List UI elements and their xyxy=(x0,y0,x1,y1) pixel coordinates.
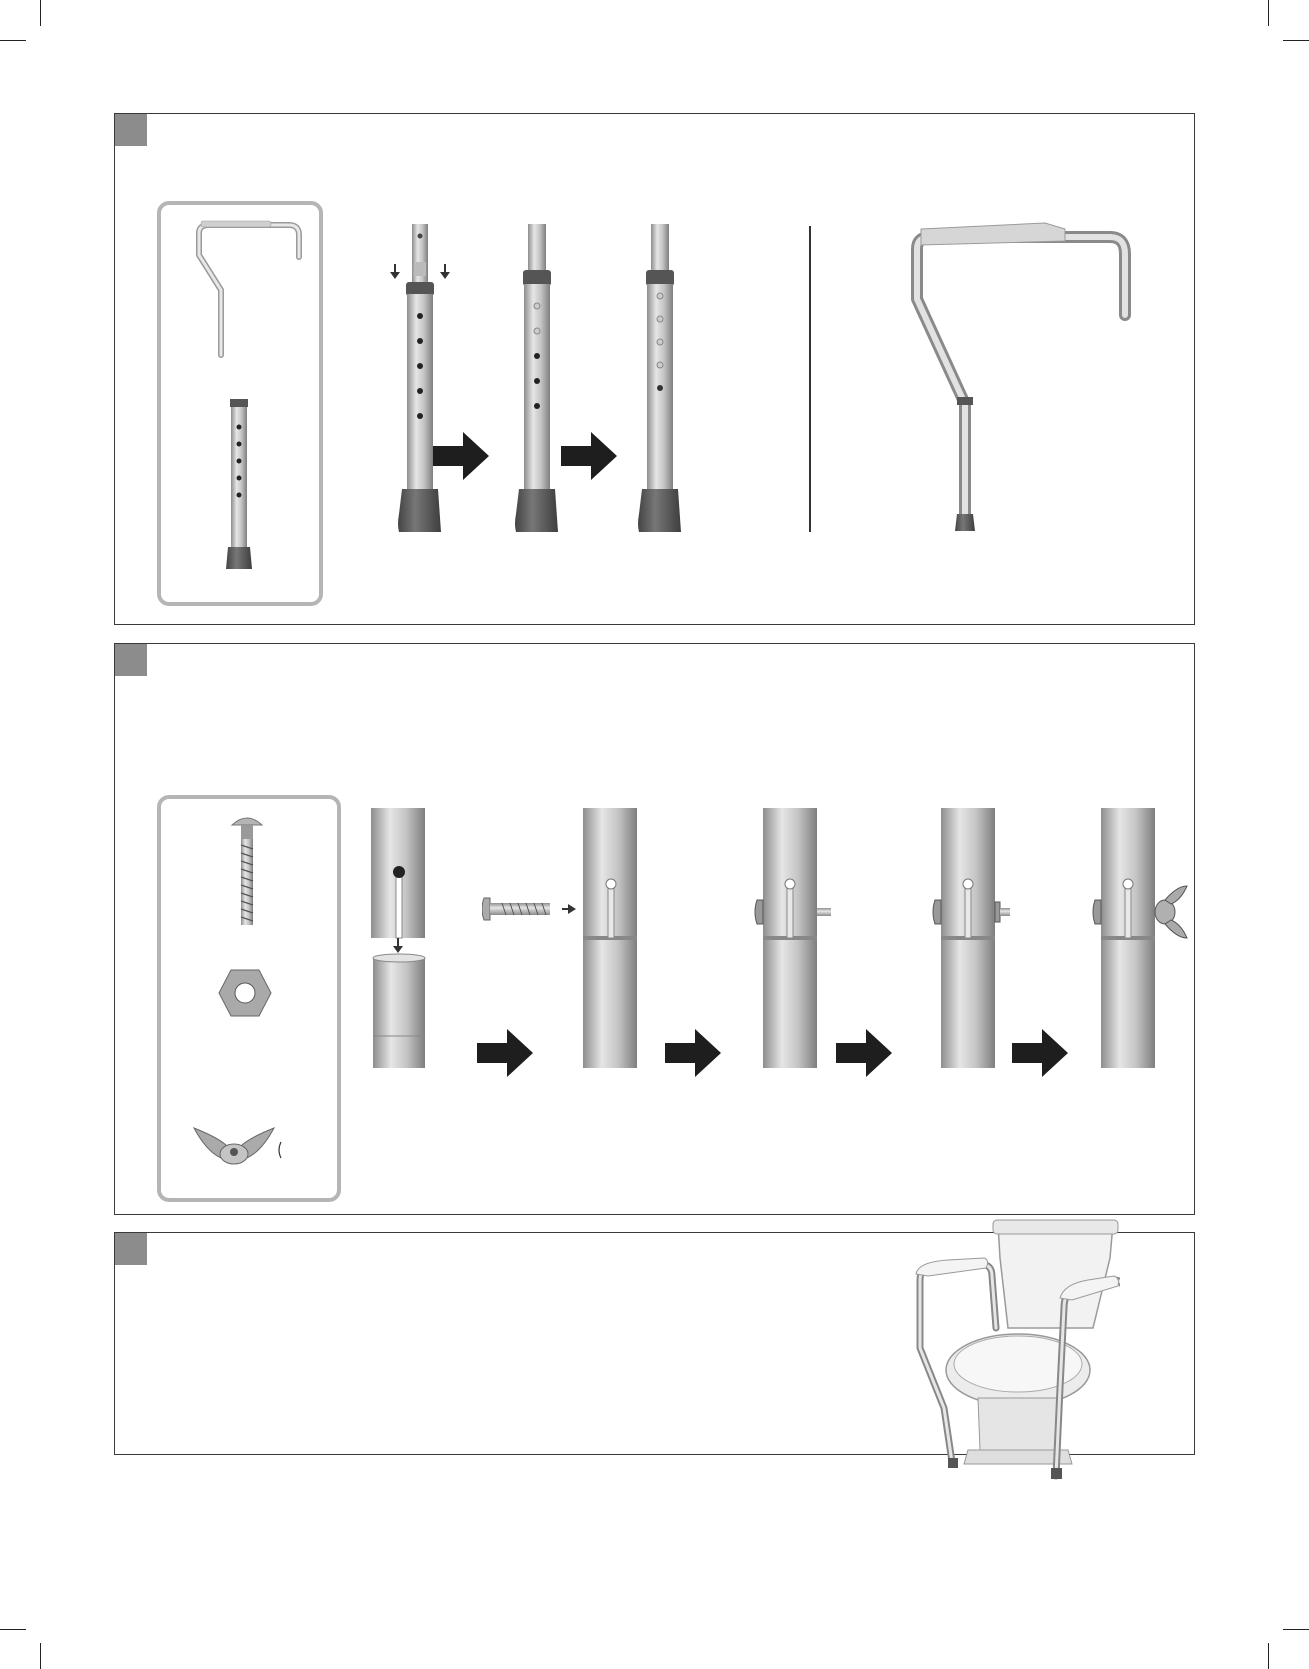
parts-box xyxy=(157,201,323,606)
armrest-frame-part xyxy=(181,215,306,365)
arrow-right xyxy=(665,1029,721,1077)
tube-joined xyxy=(581,808,641,1068)
crop-mark-tl-v xyxy=(40,0,41,26)
bolt-insert xyxy=(482,894,582,924)
parts-box xyxy=(157,795,341,1202)
arrow-right xyxy=(561,432,617,480)
panel-step-1 xyxy=(114,113,1195,625)
carriage-bolt-part xyxy=(227,811,267,931)
panel-step-2 xyxy=(114,643,1195,1215)
adjustable-leg-part xyxy=(219,399,259,569)
washer-on xyxy=(921,808,1011,1068)
leg-insert-with-clip xyxy=(383,224,457,534)
leg-clip-seated xyxy=(500,224,574,534)
leg-locked xyxy=(623,224,697,534)
divider-line xyxy=(809,226,811,532)
washer-part xyxy=(217,968,273,1018)
crop-mark-bl-v xyxy=(40,1643,41,1669)
arrow-right xyxy=(1012,1029,1068,1077)
crop-mark-tr-v xyxy=(1268,0,1269,26)
crop-mark-br-v xyxy=(1268,1643,1269,1669)
wing-nut-tightened xyxy=(1081,808,1191,1068)
arrow-right xyxy=(433,432,489,480)
tube-align xyxy=(369,808,429,1068)
step-badge xyxy=(115,1233,147,1265)
safety-frame-installed-on-toilet xyxy=(888,1218,1120,1480)
step-badge xyxy=(115,114,147,146)
crop-mark-bl-h xyxy=(0,1629,26,1630)
bolt-through xyxy=(743,808,833,1068)
step-badge xyxy=(115,644,147,676)
crop-mark-br-h xyxy=(1283,1629,1309,1630)
assembled-armrest-side xyxy=(895,219,1155,539)
arrow-right xyxy=(477,1029,533,1077)
crop-mark-tr-h xyxy=(1283,40,1309,41)
arrow-right xyxy=(836,1029,892,1077)
wing-nut-part xyxy=(189,1120,289,1170)
crop-mark-tl-h xyxy=(0,40,26,41)
